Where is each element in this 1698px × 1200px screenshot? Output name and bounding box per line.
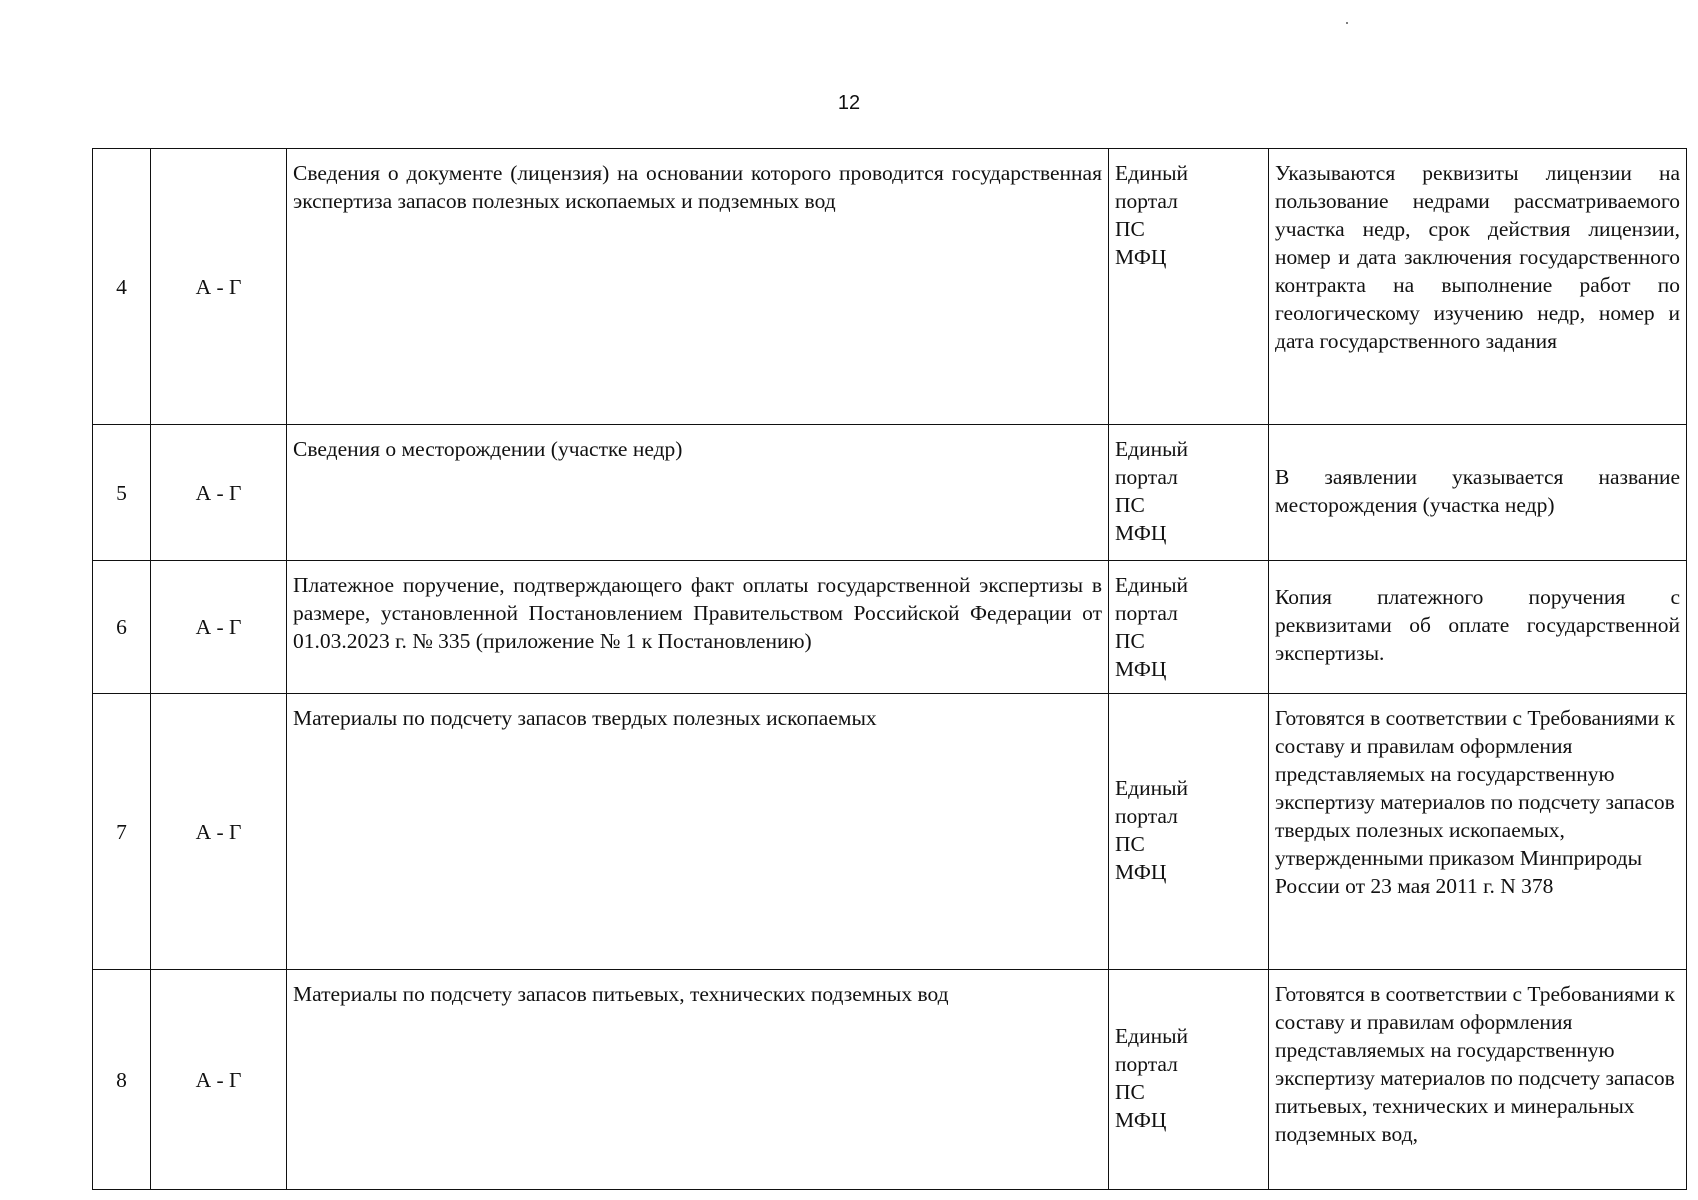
row-description: Платежное поручение, подтверждающего факт оплаты государственной экспертизы в размере, установленной Постановлением Правительством Российской Федерации от 01.03.2023 г. № 335 (приложение № 1 к Постановлению) [287,561,1109,694]
row-number: 8 [93,970,151,1190]
row-description: Сведения о месторождении (участке недр) [287,425,1109,561]
table-row [93,425,1687,561]
row-category: А - Г [151,425,287,561]
documents-table [92,148,1687,1190]
table-row [93,561,1687,694]
row-number: 5 [93,425,151,561]
row-source: Единый портал ПС МФЦ [1109,425,1269,561]
row-note: Готовятся в соответствии с Требованиями к составу и правилам оформления представляемых на государственную экспертизу материалов по подсчету запасов питьевых, технических и минеральных подземных вод, [1269,970,1687,1190]
row-source: Единый портал ПС МФЦ [1109,970,1269,1190]
row-note: В заявлении указывается название месторождения (участка недр) [1269,425,1687,561]
row-number: 6 [93,561,151,694]
row-description: Материалы по подсчету запасов твердых полезных ископаемых [287,694,1109,970]
row-category: А - Г [151,561,287,694]
row-number: 7 [93,694,151,970]
row-category: А - Г [151,694,287,970]
row-description: Сведения о документе (лицензия) на основании которого проводится государственная экспертиза запасов полезных ископаемых и подземных вод [287,149,1109,425]
row-source: Единый портал ПС МФЦ [1109,149,1269,425]
row-description: Материалы по подсчету запасов питьевых, технических подземных вод [287,970,1109,1190]
page-number: 12 [837,92,861,114]
row-note: Готовятся в соответствии с Требованиями к составу и правилам оформления представляемых на государственную экспертизу материалов по подсчету запасов твердых полезных ископаемых, утвержденными приказом Минприроды России от 23 мая 2011 г. N 378 [1269,694,1687,970]
table-row [93,149,1687,425]
row-number: 4 [93,149,151,425]
scan-artifact-dot [1346,22,1348,24]
row-note: Копия платежного поручения с реквизитами об оплате государственной экспертизы. [1269,561,1687,694]
table-row [93,970,1687,1190]
table-row [93,694,1687,970]
row-note: Указываются реквизиты лицензии на пользование недрами рассматриваемого участка недр, срок действия лицензии, номер и дата заключения государственного контракта на выполнение работ по геологическому изучению недр, номер и дата государственного задания [1269,149,1687,425]
row-source: Единый портал ПС МФЦ [1109,561,1269,694]
row-category: А - Г [151,149,287,425]
row-category: А - Г [151,970,287,1190]
row-source: Единый портал ПС МФЦ [1109,694,1269,970]
